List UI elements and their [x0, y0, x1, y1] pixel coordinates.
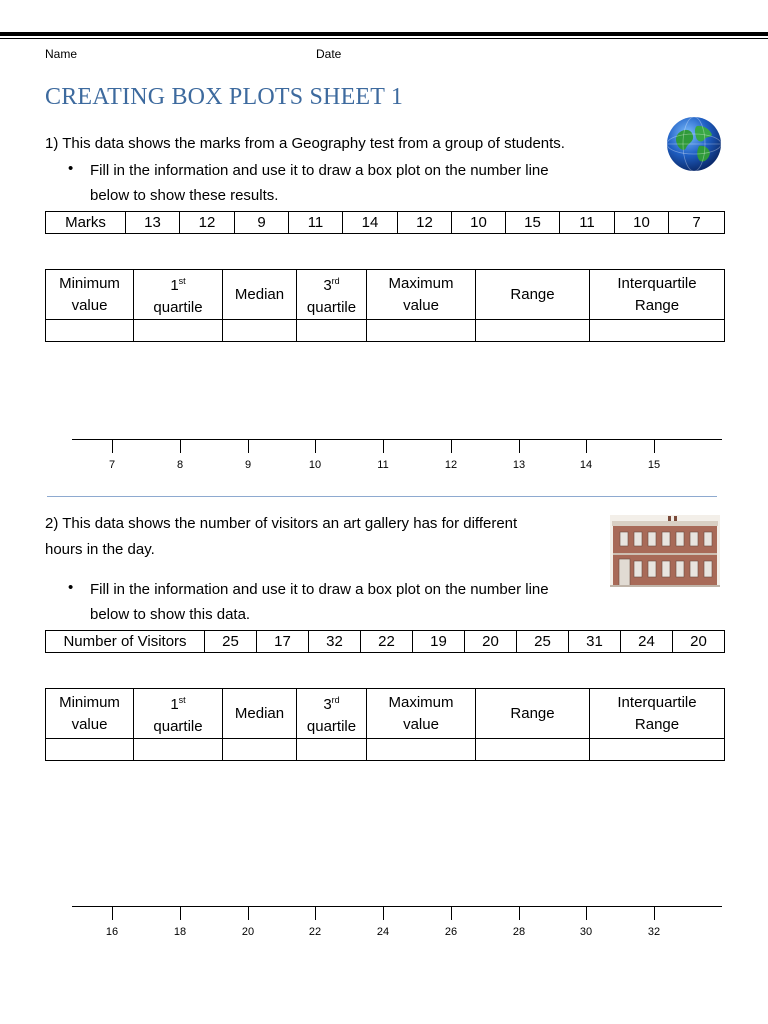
q2-tick-mark [586, 906, 587, 920]
q2-data-cell: 19 [413, 631, 465, 653]
q2-third-quartile-answer[interactable] [297, 739, 367, 761]
q2-data-cell: 22 [361, 631, 413, 653]
date-label: Date [316, 47, 342, 61]
q2-tick-mark [315, 906, 316, 920]
q2-iqr-answer[interactable] [590, 739, 725, 761]
q2-maximum-answer[interactable] [367, 739, 476, 761]
q1-tick-label: 10 [308, 459, 322, 471]
q2-data-cell: 20 [465, 631, 517, 653]
q1-data-cell: 12 [398, 212, 452, 234]
header-rule-thick [0, 32, 768, 36]
q1-tick-label: 9 [244, 459, 252, 471]
q2-tick-label: 16 [105, 926, 119, 938]
q1-iqr-answer[interactable] [590, 320, 725, 342]
q1-bullet-line2: below to show these results. [90, 187, 279, 204]
q2-tick-mark [180, 906, 181, 920]
q1-tick-label: 13 [512, 459, 526, 471]
q1-prompt: 1) This data shows the marks from a Geography test from a group of students. [45, 135, 565, 152]
q2-range-header: Range [476, 689, 590, 739]
q1-info-answer-row [46, 320, 725, 342]
q2-tick-label: 32 [647, 926, 661, 938]
q1-number-line [72, 439, 722, 440]
q2-first-quartile-header: 1st quartile [134, 689, 223, 739]
q1-tick-label: 11 [377, 459, 389, 471]
q1-third-quartile-answer[interactable] [297, 320, 367, 342]
q2-maximum-header: Maximum value [367, 689, 476, 739]
q1-minimum-header: Minimum value [46, 270, 134, 320]
q2-tick-mark [451, 906, 452, 920]
building-icon [610, 515, 720, 587]
q2-info-table [45, 688, 725, 761]
q1-data-cell: 7 [669, 212, 725, 234]
q1-data-cell: 15 [506, 212, 560, 234]
q2-data-table [45, 630, 725, 653]
q1-data-label: Marks [46, 212, 126, 234]
q1-first-quartile-header: 1st quartile [134, 270, 223, 320]
q2-data-cell: 31 [569, 631, 621, 653]
q1-data-cell: 14 [343, 212, 398, 234]
q1-data-row [46, 212, 725, 234]
q1-tick-mark [586, 439, 587, 453]
q1-tick-mark [248, 439, 249, 453]
q2-data-cell: 25 [205, 631, 257, 653]
q1-range-header: Range [476, 270, 590, 320]
q2-number-line [72, 906, 722, 907]
q2-data-cell: 17 [257, 631, 309, 653]
q1-tick-label: 15 [647, 459, 661, 471]
q1-tick-label: 14 [579, 459, 593, 471]
q1-data-cell: 12 [180, 212, 235, 234]
q2-median-answer[interactable] [223, 739, 297, 761]
q2-info-answer-row [46, 739, 725, 761]
q2-tick-label: 28 [512, 926, 526, 938]
q1-minimum-answer[interactable] [46, 320, 134, 342]
q2-data-cell: 32 [309, 631, 361, 653]
q1-median-header: Median [223, 270, 297, 320]
q1-maximum-header: Maximum value [367, 270, 476, 320]
q1-tick-mark [315, 439, 316, 453]
q2-range-answer[interactable] [476, 739, 590, 761]
q2-tick-label: 24 [376, 926, 390, 938]
q1-bullet-line1: Fill in the information and use it to draw a box plot on the number line [90, 162, 549, 179]
q2-median-header: Median [223, 689, 297, 739]
q2-data-cell: 25 [517, 631, 569, 653]
q1-first-quartile-answer[interactable] [134, 320, 223, 342]
q2-tick-mark [248, 906, 249, 920]
globe-icon [666, 116, 722, 172]
q1-tick-label: 8 [176, 459, 184, 471]
q1-tick-mark [180, 439, 181, 453]
q1-tick-label: 12 [444, 459, 458, 471]
q1-tick-mark [451, 439, 452, 453]
q2-tick-mark [112, 906, 113, 920]
q1-data-cell: 11 [289, 212, 343, 234]
header-rule-thin [0, 38, 768, 39]
q1-data-cell: 9 [235, 212, 289, 234]
q2-tick-label: 26 [444, 926, 458, 938]
q1-third-quartile-header: 3rd quartile [297, 270, 367, 320]
q1-info-header-row [46, 270, 725, 320]
q1-data-cell: 10 [615, 212, 669, 234]
q2-minimum-header: Minimum value [46, 689, 134, 739]
q2-data-label: Number of Visitors [46, 631, 205, 653]
q1-tick-mark [519, 439, 520, 453]
q1-data-cell: 10 [452, 212, 506, 234]
q2-tick-label: 30 [579, 926, 593, 938]
q1-tick-label: 7 [108, 459, 116, 471]
section-divider [47, 496, 717, 497]
q2-bullet-line2: below to show this data. [90, 606, 251, 623]
q2-bullet-dot: • [68, 579, 74, 596]
q2-prompt-line1: 2) This data shows the number of visitors an art gallery has for different [45, 515, 518, 532]
name-label: Name [45, 47, 78, 61]
q2-iqr-header: Interquartile Range [590, 689, 725, 739]
q2-data-cell: 20 [673, 631, 725, 653]
q1-data-cell: 13 [126, 212, 180, 234]
q1-info-table [45, 269, 725, 342]
q1-tick-mark [112, 439, 113, 453]
q2-info-header-row [46, 689, 725, 739]
q2-bullet-line1: Fill in the information and use it to draw a box plot on the number line [90, 581, 549, 598]
q2-tick-label: 22 [308, 926, 322, 938]
q2-tick-mark [383, 906, 384, 920]
q2-tick-label: 18 [173, 926, 187, 938]
q1-data-cell: 11 [560, 212, 615, 234]
q1-data-table [45, 211, 725, 234]
q2-tick-mark [519, 906, 520, 920]
page-title: CREATING BOX PLOTS SHEET 1 [45, 84, 404, 110]
q2-first-quartile-answer[interactable] [134, 739, 223, 761]
q2-tick-mark [654, 906, 655, 920]
q1-tick-mark [654, 439, 655, 453]
q2-data-cell: 24 [621, 631, 673, 653]
q2-prompt-line2: hours in the day. [45, 541, 155, 558]
q2-data-row [46, 631, 725, 653]
q2-third-quartile-header: 3rd quartile [297, 689, 367, 739]
q1-range-answer[interactable] [476, 320, 590, 342]
q1-iqr-header: Interquartile Range [590, 270, 725, 320]
q1-tick-mark [383, 439, 384, 453]
q2-tick-label: 20 [241, 926, 255, 938]
q1-maximum-answer[interactable] [367, 320, 476, 342]
q2-minimum-answer[interactable] [46, 739, 134, 761]
q1-bullet-dot: • [68, 160, 74, 177]
q1-median-answer[interactable] [223, 320, 297, 342]
